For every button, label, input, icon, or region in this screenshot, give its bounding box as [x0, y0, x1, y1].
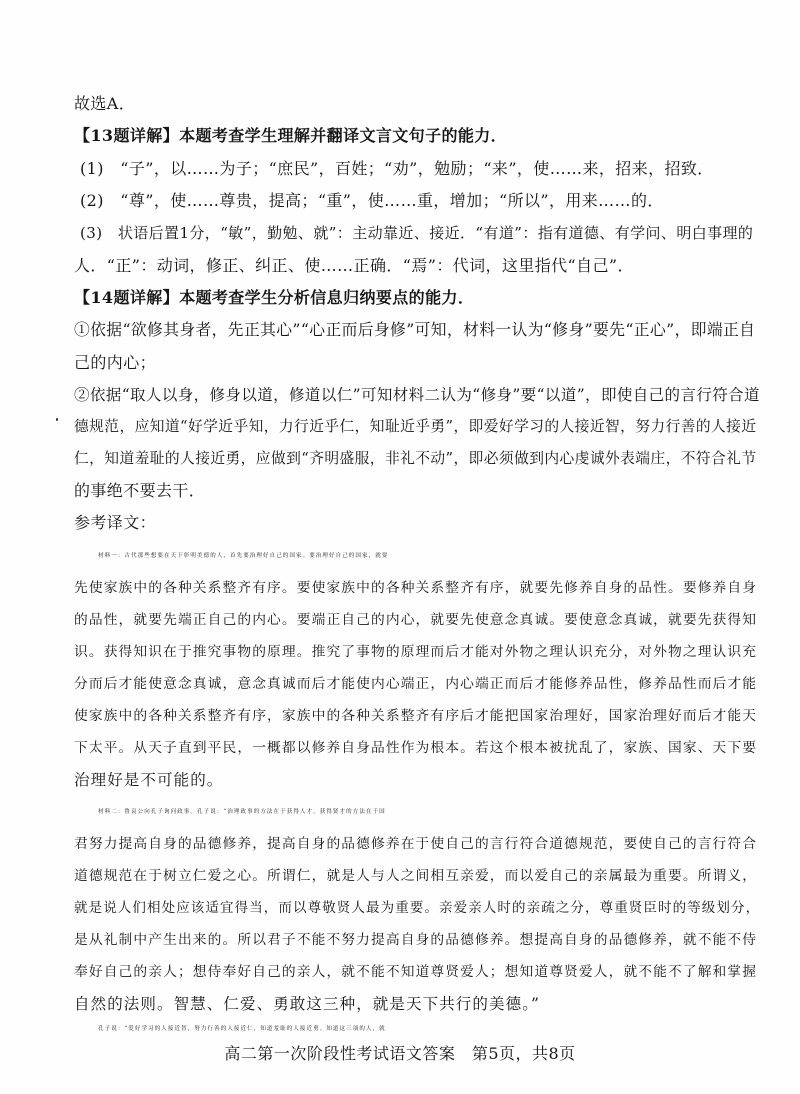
material-one-line-4: 识。获得知识在于推究事物的原理。推究了事物的原理而后才能对外物之理认识充分，对外物之理认识充 [74, 644, 758, 660]
material-two-line-2: 君努力提高自身的品德修养，提高自身的品德修养在于使自己的言行符合道德规范，要使自己的言行符合 [74, 836, 758, 852]
scan-speck [56, 418, 58, 421]
q14-point-1-cont: 己的内心； [74, 353, 157, 372]
q14-point-1: ①依据“欲修其身者，先正其心”“心正而后身修”可知，材料一认为“修身”要先“正心”，即端正自 [74, 320, 756, 339]
q14-point-2: ②依据“取人以身，修身以道，修道以仁”可知材料二认为“修身”要“以道”，即使自己的言行符合道 [74, 386, 760, 404]
q14-point-2-cont-2: 仁，知道羞耻的人接近勇，应做到“齐明盛服，非礼不动”，即必须做到内心虔诚外表端庄，不符合礼节 [74, 450, 757, 467]
material-one-line-3: 的品性，就要先端正自己的内心。要端正自己的内心，就要先使意念真诚。要使意念真诚，就要先获得知 [74, 612, 758, 628]
q14-point-2-cont-3: 的事绝不要去干． [74, 481, 206, 500]
q13-item-3: (3) 状语后置1分，“敏”，勤勉、就”：主动靠近、接近．“有道”：指有道德、有学问、明白事理的 [80, 224, 754, 242]
material-two-line-4: 就是说人们相处应该适宜得当，而以尊敬贤人最为重要。亲爱亲人时的亲疏之分，尊重贤臣时的等级划分， [74, 900, 761, 916]
material-two-line-7: 自然的法则。智慧、仁爱、勇敢这三种，就是天下共行的美德。” [74, 995, 541, 1013]
material-one-line-6: 使家族中的各种关系整齐有序，家族中的各种关系整齐有序后才能把国家治理好，国家治理好而后才能天 [74, 708, 758, 724]
material-two-line-5: 是从礼制中产生出来的。所以君子不能不努力提高自身的品德修养。想提高自身的品德修养，就不能不侍 [74, 932, 758, 948]
q14-heading: 【14题详解】本题考查学生分析信息归纳要点的能力． [74, 288, 475, 307]
material-one-line-8: 治理好是不可能的。 [74, 771, 224, 789]
material-two-line-1: 材料二：鲁哀公向孔子询问政事。孔子说：“治理政事的方法在于获得人才，获得贤才的方法在于国 [98, 809, 386, 815]
material-one-line-7: 下太平。从天子直到平民，一概都以修养自身品性作为根本。若这个根本被扰乱了，家族、国家、天下要 [74, 740, 758, 756]
material-two-line-6: 奉好自己的亲人；想侍奉好自己的亲人，就不能不知道尊贤爱人；想知道尊贤爱人，就不能不了解和掌握 [74, 964, 758, 980]
q13-item-3-cont: 人．“正”：动词，修正、纠正、使……正确．“焉”：代词，这里指代“自己”． [74, 256, 634, 275]
q13-item-1: (1) “子”，以……为子；“庶民”，百姓；“劝”，勉励；“来”，使……来，招来，招致． [80, 159, 714, 178]
material-two-line-3: 道德规范在于树立仁爱之心。所谓仁，就是人与人之间相互亲爱，而以爱自己的亲属最为重要。所谓义， [74, 868, 758, 884]
q14-point-2-cont-1: 德规范，应知道“好学近乎知，力行近乎仁，知耻近乎勇”，即爱好学习的人接近智，努力行善的人接近 [74, 418, 757, 435]
reference-translation-heading: 参考译文： [74, 513, 157, 532]
answer-conclusion: 故选A． [74, 94, 136, 113]
material-one-line-1: 材料一：古代那些想要在天下彰明美德的人，首先要治理好自己的国家。要治理好自己的国家，就要 [98, 553, 389, 559]
material-one-line-2: 先使家族中的各种关系整齐有序。要使家族中的各种关系整齐有序，就要先修养自身的品性。要修养自身 [74, 580, 758, 596]
material-one-line-5: 分而后才能使意念真诚，意念真诚而后才能使内心端正，内心端正而后才能修养品性，修养品性而后才能 [74, 676, 758, 692]
q13-heading: 【13题详解】本题考查学生理解并翻译文言文句子的能力． [74, 126, 508, 145]
q13-item-2: (2) “尊”，使……尊贵，提高；“重”，使……重，增加；“所以”，用来……的． [80, 191, 664, 210]
page-footer: 高二第一次阶段性考试语文答案 第5页，共8页 [224, 1044, 576, 1063]
confucius-quote-line: 孔子说：“爱好学习的人接近智，努力行善的人接近仁，知道羞耻的人接近勇。知道这三项的人，就 [98, 1026, 386, 1032]
